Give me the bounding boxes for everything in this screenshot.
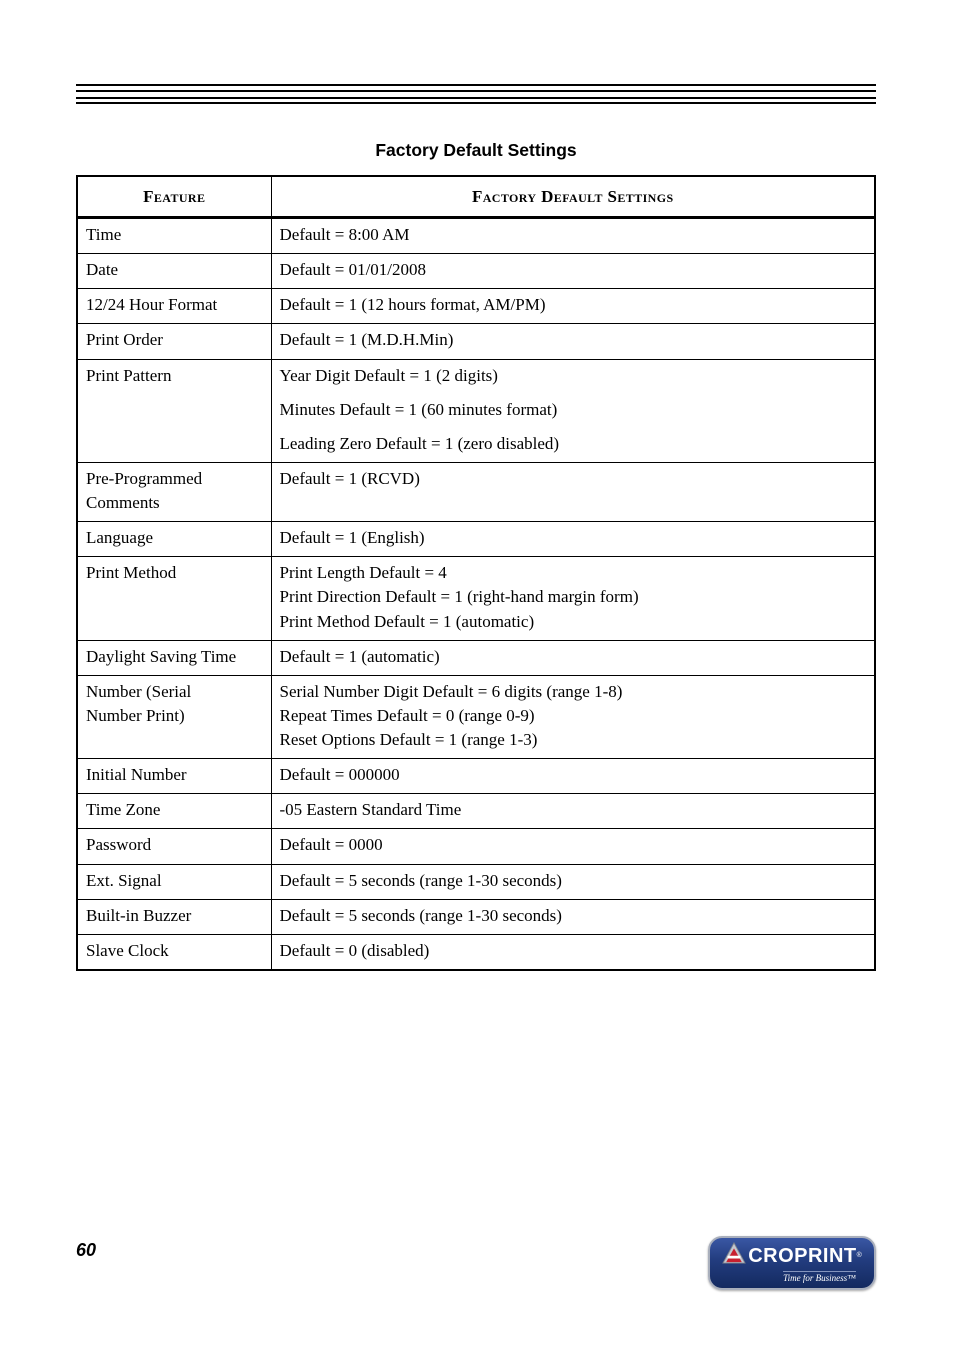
settings-cell bbox=[271, 557, 875, 640]
header-rule-top bbox=[76, 84, 876, 92]
settings-cell bbox=[271, 675, 875, 758]
feature-cell bbox=[77, 522, 271, 557]
setting-text: Default = 0000 bbox=[279, 835, 383, 855]
feature-text: Daylight Saving Time bbox=[86, 646, 237, 666]
setting-text: Default = 1 (12 hours format, AM/PM) bbox=[279, 295, 546, 315]
feature-text: Slave Clock bbox=[86, 940, 169, 960]
feature-cell bbox=[77, 218, 271, 254]
table-row bbox=[77, 218, 875, 254]
feature-cell bbox=[77, 359, 271, 462]
factory-default-settings-table bbox=[76, 175, 876, 971]
logo-brand-text: CROPRINT bbox=[748, 1244, 857, 1267]
feature-cell bbox=[77, 289, 271, 324]
setting-text: Print Direction Default = 1 (right-hand margin form) bbox=[279, 587, 639, 607]
feature-cell bbox=[77, 557, 271, 640]
table-row bbox=[77, 829, 875, 864]
feature-cell bbox=[77, 324, 271, 359]
setting-text: Default = 01/01/2008 bbox=[279, 260, 427, 280]
settings-cell bbox=[271, 640, 875, 675]
feature-cell bbox=[77, 675, 271, 758]
settings-cell bbox=[271, 899, 875, 934]
settings-cell bbox=[271, 218, 875, 254]
setting-text: Print Length Default = 4 bbox=[279, 563, 447, 583]
column-header-settings: Factory Default Settings bbox=[271, 176, 875, 218]
settings-cell bbox=[271, 794, 875, 829]
setting-text: Year Digit Default = 1 (2 digits) bbox=[279, 365, 498, 385]
setting-text: Default = 1 (English) bbox=[279, 528, 425, 548]
feature-cell bbox=[77, 640, 271, 675]
page-title: Factory Default Settings bbox=[375, 140, 577, 160]
acroprint-a-icon bbox=[722, 1242, 746, 1269]
settings-cell bbox=[271, 254, 875, 289]
feature-cell bbox=[77, 794, 271, 829]
table-row bbox=[77, 675, 875, 758]
feature-text: Initial Number bbox=[86, 765, 187, 785]
logo-brand-row bbox=[722, 1242, 862, 1269]
setting-text: Minutes Default = 1 (60 minutes format) bbox=[279, 399, 558, 419]
setting-text: Serial Number Digit Default = 6 digits (range 1-8) bbox=[279, 681, 623, 701]
table-row bbox=[77, 462, 875, 521]
feature-text: Pre-Programmed bbox=[86, 468, 203, 488]
page-number: 60 bbox=[76, 1240, 97, 1260]
feature-text: Number (Serial bbox=[86, 681, 192, 701]
table-row bbox=[77, 289, 875, 324]
setting-text: Leading Zero Default = 1 (zero disabled) bbox=[279, 433, 560, 453]
settings-cell bbox=[271, 522, 875, 557]
settings-cell bbox=[271, 759, 875, 794]
feature-cell bbox=[77, 864, 271, 899]
setting-text: Default = 1 (RCVD) bbox=[279, 468, 420, 488]
feature-text: Print Method bbox=[86, 563, 177, 583]
header-rule bbox=[76, 84, 876, 104]
setting-text: Default = 000000 bbox=[279, 765, 400, 785]
feature-text: Print Pattern bbox=[86, 365, 172, 385]
feature-cell bbox=[77, 462, 271, 521]
table-row bbox=[77, 359, 875, 462]
table-body bbox=[77, 218, 875, 970]
feature-cell bbox=[77, 254, 271, 289]
column-header-feature: Feature bbox=[77, 176, 271, 218]
table-row bbox=[77, 899, 875, 934]
page-footer bbox=[76, 1236, 876, 1290]
feature-cell bbox=[77, 829, 271, 864]
setting-text: Print Method Default = 1 (automatic) bbox=[279, 611, 535, 631]
setting-text: -05 Eastern Standard Time bbox=[279, 800, 462, 820]
feature-cell bbox=[77, 934, 271, 970]
setting-text: Repeat Times Default = 0 (range 0-9) bbox=[279, 705, 535, 725]
registered-mark: ® bbox=[856, 1252, 862, 1259]
table-row bbox=[77, 522, 875, 557]
table-row bbox=[77, 254, 875, 289]
header-rule-bottom bbox=[76, 97, 876, 104]
feature-text: Password bbox=[86, 835, 152, 855]
setting-text: Reset Options Default = 1 (range 1-3) bbox=[279, 730, 538, 749]
setting-text: Default = 5 seconds (range 1-30 seconds) bbox=[279, 870, 562, 890]
table-row bbox=[77, 934, 875, 970]
table-row bbox=[77, 864, 875, 899]
feature-text: Print Order bbox=[86, 330, 163, 350]
settings-cell bbox=[271, 934, 875, 970]
settings-cell bbox=[271, 289, 875, 324]
settings-cell bbox=[271, 462, 875, 521]
logo-tagline: Time for Business™ bbox=[783, 1273, 856, 1283]
feature-text: Time Zone bbox=[86, 800, 161, 820]
feature-cell bbox=[77, 759, 271, 794]
table-row bbox=[77, 759, 875, 794]
setting-text: Default = 8:00 AM bbox=[279, 225, 410, 244]
table-header bbox=[77, 176, 875, 218]
table-row bbox=[77, 794, 875, 829]
acroprint-logo bbox=[708, 1236, 876, 1290]
setting-text: Default = 5 seconds (range 1-30 seconds) bbox=[279, 905, 562, 925]
feature-text: Time bbox=[86, 225, 122, 244]
feature-text: Ext. Signal bbox=[86, 870, 162, 890]
setting-text: Default = 0 (disabled) bbox=[279, 940, 430, 960]
feature-text: Language bbox=[86, 528, 154, 548]
setting-text: Default = 1 (M.D.H.Min) bbox=[279, 330, 454, 350]
settings-cell bbox=[271, 324, 875, 359]
feature-text: Number Print) bbox=[86, 705, 185, 725]
table-row bbox=[77, 324, 875, 359]
table-row bbox=[77, 640, 875, 675]
settings-cell bbox=[271, 359, 875, 462]
feature-text: Built-in Buzzer bbox=[86, 905, 192, 925]
feature-cell bbox=[77, 899, 271, 934]
settings-cell bbox=[271, 864, 875, 899]
feature-text: 12/24 Hour Format bbox=[86, 295, 218, 315]
feature-text: Date bbox=[86, 260, 119, 280]
table-row bbox=[77, 557, 875, 640]
setting-text: Default = 1 (automatic) bbox=[279, 646, 440, 666]
feature-text: Comments bbox=[86, 493, 160, 512]
table-header-row bbox=[77, 176, 875, 218]
settings-cell bbox=[271, 829, 875, 864]
